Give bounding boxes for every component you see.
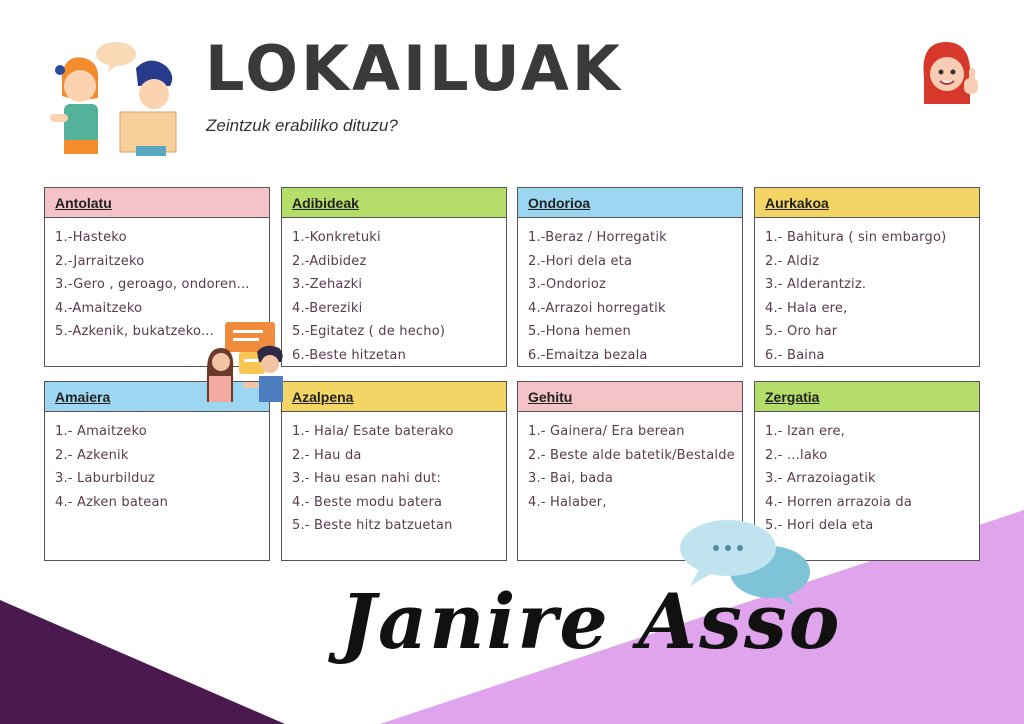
list-item: 4.- Horren arrazoia da [765,494,913,510]
list-item: 1.-Beraz / Horregatik [528,230,667,245]
list-item: 5.-Egitatez ( de hecho) [292,324,446,340]
list-item: 4.-Arrazoi horregatik [528,300,666,316]
list-item: 6.-Emaitza bezala [528,347,648,363]
list-item: 4.- Hala ere, [765,300,848,316]
list-item: 4.- Azken batean [55,494,169,510]
card-title: Aurkakoa [765,195,829,211]
card-list [518,218,742,368]
card-list [282,412,506,538]
list-item: 3.-Ondorioz [528,277,607,293]
card-header [518,382,742,412]
list-item: 1.- Gainera/ Era berean [528,424,685,439]
card-title: Gehitu [528,389,573,405]
list-item: 1.- Hala/ Esate baterako [292,424,454,439]
card-title: Ondorioa [528,195,591,211]
list-item: 4.-Bereziki [292,300,363,316]
card-header [518,188,742,218]
card-azalpena [281,381,507,561]
children-with-sign-icon [40,40,190,158]
card-title: Adibideak [292,195,359,211]
list-item: 5.-Azkenik, bukatzeko... [55,324,214,340]
card-amaiera [44,381,270,561]
card-header [282,382,506,412]
card-ondorioa [517,187,743,367]
list-item: 2.- Beste alde batetik/Bestalde [528,447,735,463]
list-item: 4.- Halaber, [528,494,607,510]
card-list [518,412,742,514]
card-title: Zergatia [765,389,820,405]
card-title: Azalpena [292,389,354,405]
card-header [45,188,269,218]
list-item: 6.- Baina [765,347,825,363]
card-list [755,218,979,368]
list-item: 6.-Beste hitzetan [292,347,407,363]
memoji-thumbs-up-icon [916,38,986,110]
list-item: 2.- Aldiz [765,253,820,269]
list-item: 1.-Hasteko [55,230,127,245]
list-item: 5.- Hori dela eta [765,518,874,534]
list-item: 5.- Oro har [765,324,838,340]
author-signature: Janire Asso [340,577,842,666]
page-title: LOKAILUAK [205,32,623,105]
card-title: Antolatu [55,195,112,211]
list-item: 5.-Hona hemen [528,324,631,340]
card-adibideak [281,187,507,367]
list-item: 2.-Adibidez [292,253,367,269]
list-item: 3.- Hau esan nahi dut: [292,471,442,487]
card-list [45,412,269,514]
list-item: 1.-Konkretuki [292,230,381,245]
list-item: 1.- Amaitzeko [55,424,147,439]
card-header [755,382,979,412]
card-header [755,188,979,218]
list-item: 2.- Hau da [292,447,362,463]
list-item: 2.- ...lako [765,447,828,463]
card-header [282,188,506,218]
card-title: Amaiera [55,389,111,405]
card-list [282,218,506,368]
list-item: 3.-Zehazki [292,277,363,293]
list-item: 2.- Azkenik [55,447,129,463]
list-item: 4.- Beste modu batera [292,494,443,510]
list-item: 3.- Alderantziz. [765,277,867,293]
card-aurkakoa [754,187,980,367]
list-item: 3.-Gero , geroago, ondoren... [55,277,250,293]
list-item: 5.- Beste hitz batzuetan [292,518,453,534]
people-talking-icon [203,318,291,406]
list-item: 2.-Jarraitzeko [55,253,145,269]
list-item: 3.- Bai, bada [528,471,614,487]
list-item: 3.- Laburbilduz [55,471,156,487]
page-subtitle: Zeintzuk erabiliko dituzu? [206,116,398,135]
list-item: 1.- Bahitura ( sin embargo) [765,230,947,245]
list-item: 1.- Izan ere, [765,424,846,439]
list-item: 2.-Hori dela eta [528,253,633,269]
list-item: 4.-Amaitzeko [55,300,143,316]
purple-dark-wave [0,600,285,724]
list-item: 3.- Arrazoiagatik [765,471,876,487]
